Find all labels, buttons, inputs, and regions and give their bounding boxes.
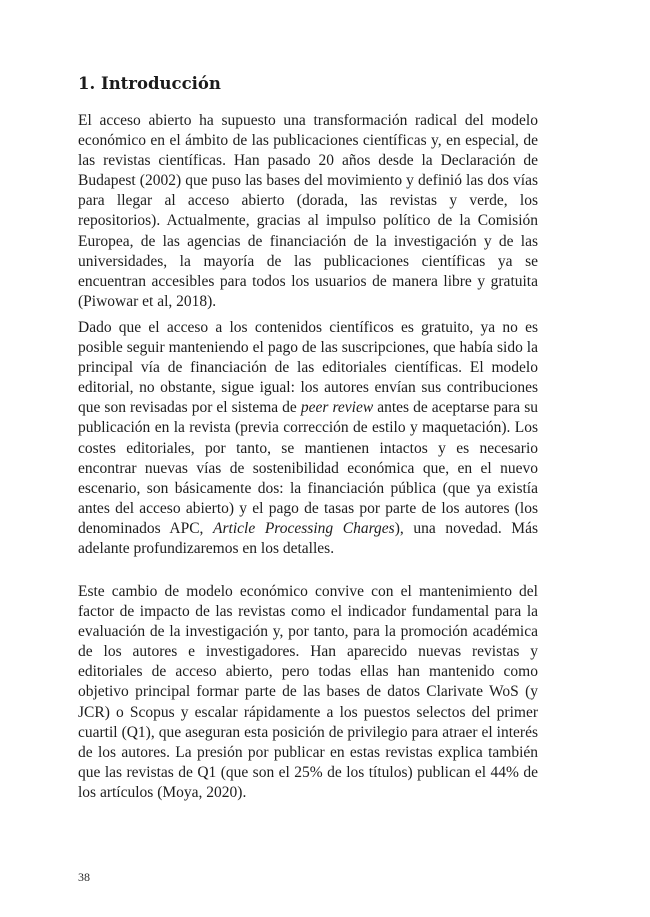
paragraph-2 [78, 318, 538, 559]
section-heading: 1. Introducción [78, 74, 221, 93]
paragraph-2-text-part-1: Dado que el acceso a los contenidos científicos es gratuito, ya no es posible seguir manteniendo el pago de las suscripciones, que había sido la principal vía de financiación de las editoriales científicas. El modelo editorial, no obstante, sigue igual: los autores envían sus contribuciones que son revisadas por el sistema de [78, 319, 538, 417]
italic-term: peer review [300, 399, 374, 417]
paragraph-2-text-part-2: antes de aceptarse para su publicación en la revista (previa corrección de estilo y maquetación). Los costes editoriales, por tanto, se mantienen intactos y es necesario encontrar nuevas vías de sostenibilidad económica que, en el nuevo escenario, son básicamente dos: la financiación pública (que ya existía antes del acceso abierto) y el pago de tasas por parte de los autores (los denominados APC, [78, 399, 538, 537]
paragraph-1: El acceso abierto ha supuesto una transformación radical del modelo económico en el ámbito de las publicaciones científicas y, en especial, de las revistas científicas. Han pasado 20 años desde la Declaración de Budapest (2002) que puso las bases del movimiento y definió las dos vías para llegar al acceso abierto (dorada, las revistas y verde, los repositorios). Actualmente, gracias al impulso político de la Comisión Europea, de las agencias de financiación de la investigación y de las universidades, la mayoría de las publicaciones científicas ya se encuentran accesibles para todos los usuarios de manera libre y gratuita (Piwowar et al, 2018). [78, 112, 538, 310]
paragraph-2-text-part-3: ), una novedad. Más adelante profundizaremos en los detalles. [78, 519, 539, 558]
italic-term: Article Processing Charges [213, 519, 395, 537]
paragraph-3: Este cambio de modelo económico convive con el mantenimiento del factor de impacto de las revistas como el indicador fundamental para la evaluación de la investigación y, por tanto, para la promoción académica de los autores e investigadores. Han aparecido nuevas revistas y editoriales de acceso abierto, pero todas ellas han mantenido como objetivo principal formar parte de las bases de datos Clarivate WoS (y JCR) o Scopus y escalar rápidamente a los puestos selectos del primer cuartil (Q1), que aseguran esta posición de privilegio para atraer el interés de los autores. La presión por publicar en estas revistas explica también que las revistas de Q1 (que son el 25% de los títulos) publican el 44% de los artículos (Moya, 2020). [78, 583, 538, 801]
page-number: 38 [78, 870, 90, 884]
